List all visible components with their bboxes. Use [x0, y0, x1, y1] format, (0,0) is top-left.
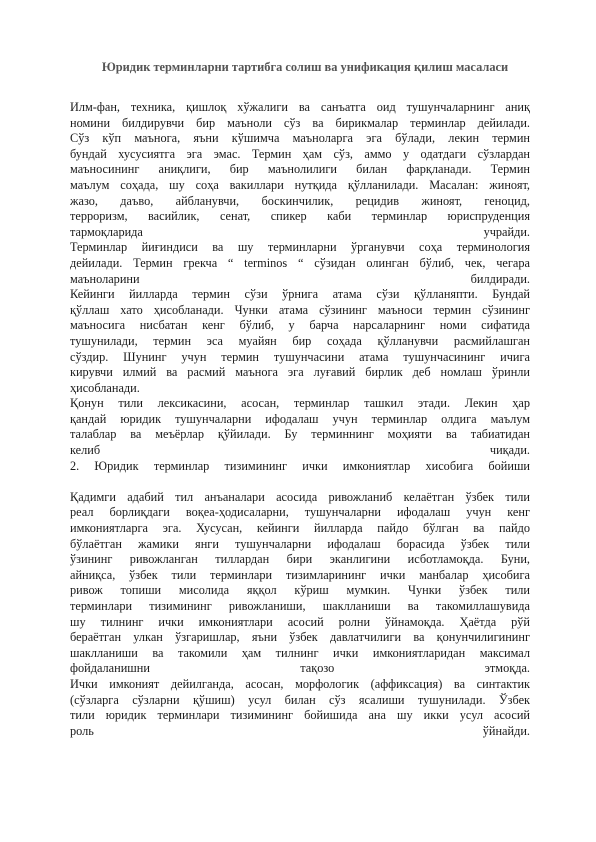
text-line: ўзининг ривожланган тиллардан бири эканлигини исботламоқда. Буни, — [70, 552, 530, 567]
text-line: Кейинги йилларда термин сўзи ўрнига атама сўзи қўлланяпти. Бундай — [70, 287, 530, 302]
text-line: ҳисобланади. — [70, 380, 140, 395]
text-line: Терминлар йиғиндиси ва шу терминларни ўрганувчи соҳа терминология — [70, 240, 530, 255]
text-line — [70, 225, 530, 241]
text-line — [70, 443, 530, 459]
text-line: жазо, даъво, айбланувчи, боскинчилик, рецидив жиноят, геноцид, — [70, 193, 530, 208]
text-line: Ички имконият дейилганда, асосан, морфологик (аффиксация) ва синтактик — [70, 676, 530, 691]
text-line: дейилади. Термин грекча “ terminos “ сўзидан олинган бўлиб, чек, чегара — [70, 255, 530, 270]
text-line: бераётган улкан ўзгаришлар, яъни ўзбек давлатчилиги ва қонунчилигининг — [70, 630, 530, 645]
text-line: Сўз кўп маънога, яъни кўшимча маъноларга эга бўлади, лекин термин — [70, 131, 530, 146]
text-line: реал борлиқдаги воқеа-ҳодисаларни, тушунчаларни ифодалаш учун кенг — [70, 505, 530, 520]
page-title: Юридик терминларни тартибга солиш ва унификация қилиш масаласи — [101, 60, 509, 74]
text-line: шаклланиши ва такомили ҳам тилнинг ички имкониятларидан максимал — [70, 645, 530, 660]
word: ўйнайди. — [482, 723, 530, 738]
text-line: Илм-фан, техника, қишлоқ хўжалиги ва санъатга оид тушунчаларнинг аниқ — [70, 100, 530, 114]
section-heading: 2. Юридик терминлар тизимининг ички имкониятлар хисобига бойиши — [70, 458, 530, 473]
text-line: маъносининг аниқлиги, бир маънолилиги билан фарқланади. Термин — [70, 162, 530, 177]
text-line: маъносига нисбатан кенг бўлиб, у барча нарсаларнинг номи сифатида — [70, 318, 530, 333]
paragraph-gap — [70, 474, 530, 490]
word: роль — [70, 723, 94, 738]
text-line: номини билдирувчи бир маъноли сўз ва бирикмалар терминлар дейилади. — [70, 115, 530, 130]
word: тармоқларида — [70, 224, 143, 239]
text-line: (сўзларга сўзларни қўшиш) усул билан сўз ясалиши тушунилади. Ўзбек — [70, 692, 530, 707]
text-line: айниқса, ўзбек тили терминлари тизимларининг ички манбалар ҳисобига — [70, 567, 530, 582]
text-line: бундай хусусиятга эга эмас. Термин ҳам сўз, аммо у одатдаги сўзлардан — [70, 146, 530, 161]
word: маъноларини — [70, 271, 140, 286]
text-line: Қонун тили лексикасини, асосан, терминлар ташкил этади. Лекин ҳар — [70, 396, 530, 411]
text-line: ривож топиши мисолида яққол кўриш мумкин. Чунки ўзбек тили — [70, 583, 530, 598]
text-line: кирувчи илмий ва расмий маънога эга луғавий бирлик деб номлаш ўринли — [70, 365, 530, 380]
text-line: терминлари тизимининг ривожланиши, шаклланиши ва такомиллашувида — [70, 599, 530, 613]
word: учрайди. — [483, 224, 530, 239]
text-line: бўлаётган жамики янги тушунчаларни ифодалаш борасида ўзбек тили — [70, 536, 530, 551]
text-line: терроризм, васийлик, сенат, спикер каби терминлар юриспруденция — [70, 209, 530, 224]
word: этмоқда. — [484, 661, 530, 676]
text-line — [70, 661, 530, 677]
text-line: талаблар ва меъёрлар қўйилади. Бу терминнинг моҳияти ва табиатидан — [70, 427, 530, 442]
word: тақозо — [300, 661, 335, 676]
word: келиб — [70, 443, 101, 458]
text-line: Қадимги адабий тил анъаналари асосида ривожланиб келаётган ўзбек тили — [70, 489, 530, 504]
text-line: имкониятларга эга. Хусусан, кейинги йилларда пайдо бўлган ва пайдо — [70, 521, 530, 536]
text-line: қандай юридик тушунчаларни ифодалаш учун терминлар олдига маълум — [70, 411, 530, 426]
text-line: маълум соҳада, шу соҳа вакиллари нутқида қўлланилади. Масалан: жиноят, — [70, 177, 530, 192]
text-line — [70, 272, 530, 288]
document-body — [70, 100, 530, 739]
text-line: шу тилнинг ички имкониятлари асосий ролни ўйнамоқда. Ҳаётда рўй — [70, 614, 530, 629]
text-line: тушунилади, термин эса муайян бир соҳада қўлланувчи расмийлашган — [70, 333, 530, 348]
text-line: қўллаш хато ҳисобланади. Чунки атама сўзининг маъноси термин сўзининг — [70, 302, 530, 317]
text-line: сўздир. Шунинг учун термин тушунчасини атама тушунчасининг ичига — [70, 349, 530, 364]
text-line: тили юридик терминлари тизимининг бойишида ана шу икки усул асосий — [70, 708, 530, 723]
word: чиқади. — [489, 443, 530, 458]
text-line — [70, 724, 530, 740]
word: билдиради. — [470, 271, 530, 286]
word: фойдаланишни — [70, 661, 150, 676]
